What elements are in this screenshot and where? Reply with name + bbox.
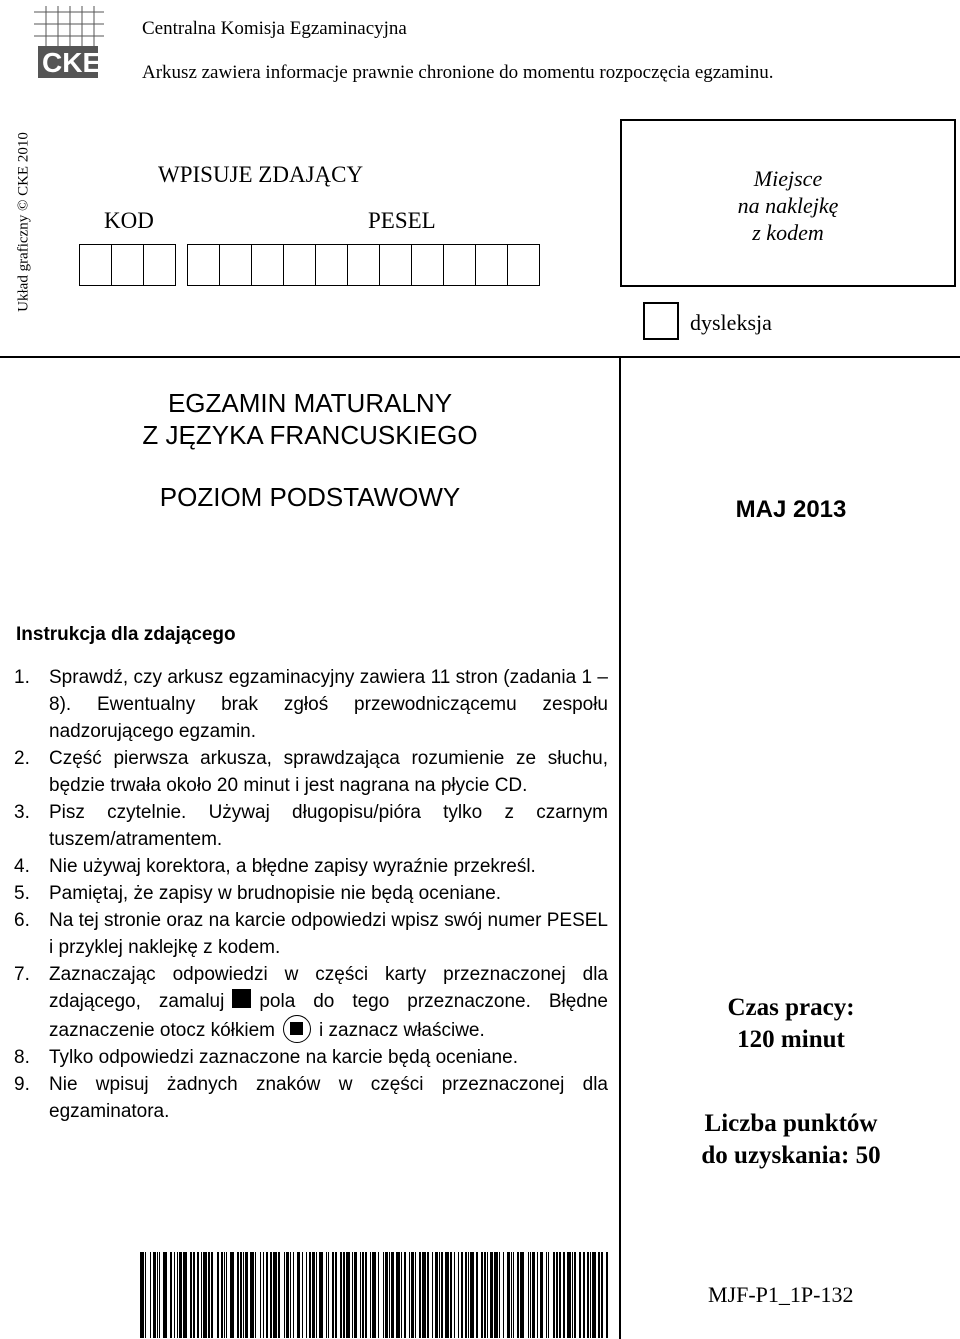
barcode-bar <box>302 1252 303 1338</box>
pesel-digit-box[interactable] <box>411 244 444 286</box>
barcode-bar <box>365 1252 368 1338</box>
item-text-part-a: Zaznaczając odpowiedzi w części karty przeznaczonej dla zdającego, zamaluj <box>49 964 608 1012</box>
barcode-bar <box>354 1252 357 1338</box>
barcode-bar <box>378 1252 379 1338</box>
barcode-bar <box>520 1252 524 1338</box>
barcode-bar <box>476 1252 477 1338</box>
barcode-bar <box>583 1252 586 1338</box>
barcode-bar <box>439 1252 440 1338</box>
item-text: Sprawdź, czy arkusz egzaminacyjny zawiera 11 stron (zadania 1 – 8). Ewentualny brak zgłoś przewodniczącemu zespołu nadzorującego egzamin. <box>49 667 608 742</box>
exam-title-line2: Z JĘZYKA FRANCUSKIEGO <box>142 420 478 450</box>
barcode-bar <box>587 1252 588 1338</box>
barcode-bar <box>391 1252 394 1338</box>
pesel-digit-box[interactable] <box>187 244 220 286</box>
instructions-list <box>14 664 608 1125</box>
legal-notice: Arkusz zawiera informacje prawnie chronione do momentu rozpoczęcia egzaminu. <box>142 62 774 83</box>
barcode-bar <box>245 1252 248 1338</box>
item-text-part-b: pola do tego przeznaczone. Błędne zaznaczenie otocz kółkiem <box>49 991 608 1041</box>
pesel-digit-box[interactable] <box>315 244 348 286</box>
barcode-bar <box>559 1252 562 1338</box>
item-number: 8. <box>14 1047 30 1068</box>
dyslexia-checkbox[interactable] <box>643 302 679 340</box>
points-value: do uzyskania: 50 <box>701 1142 881 1169</box>
pesel-label: PESEL <box>368 208 436 233</box>
barcode-bar <box>372 1252 376 1338</box>
barcode-bar <box>601 1252 604 1338</box>
barcode-bar <box>553 1252 556 1338</box>
list-item <box>14 664 608 745</box>
list-item <box>14 745 608 799</box>
barcode-bar <box>513 1252 514 1338</box>
barcode-bar <box>270 1252 271 1338</box>
barcode-bar <box>211 1252 214 1338</box>
barcode-bar <box>140 1252 144 1338</box>
list-item <box>14 880 608 907</box>
barcode-bar <box>174 1252 175 1338</box>
barcode-bar <box>306 1252 307 1338</box>
sticker-line3: z kodem <box>752 220 824 245</box>
item-text <box>49 961 608 1044</box>
barcode-bar <box>273 1252 277 1338</box>
logo-text: CKE <box>42 47 102 78</box>
sheet-code: MJF-P1_1P-132 <box>708 1282 854 1307</box>
time-value: 120 minut <box>737 1026 845 1053</box>
pesel-digit-box[interactable] <box>347 244 380 286</box>
item-number: 4. <box>14 856 30 877</box>
barcode-bar <box>217 1252 220 1338</box>
barcode-bar <box>419 1252 422 1338</box>
barcode-bar <box>499 1252 500 1338</box>
candidate-heading: WPISUJE ZDAJĄCY <box>158 162 364 187</box>
item-number: 7. <box>14 964 30 985</box>
barcode-bar <box>511 1252 512 1338</box>
item-number: 1. <box>14 667 30 688</box>
barcode-bar <box>286 1252 289 1338</box>
filled-square-icon <box>232 989 251 1008</box>
circled-square-icon <box>283 1015 311 1043</box>
barcode-bar <box>203 1252 207 1338</box>
barcode-bar <box>177 1252 178 1338</box>
barcode-bar <box>409 1252 410 1338</box>
copyright-vertical <box>10 122 38 322</box>
barcode-bar <box>297 1252 301 1338</box>
sticker-line1: Miejsce <box>753 166 823 191</box>
barcode-bar <box>230 1252 234 1338</box>
barcode-bar <box>454 1252 455 1338</box>
time-info <box>622 992 960 1056</box>
barcode-bar <box>401 1252 402 1338</box>
item-text: Nie wpisuj żadnych znaków w części przeznaczonej dla egzaminatora. <box>49 1074 608 1122</box>
points-info <box>622 1108 960 1172</box>
barcode-bar <box>468 1252 469 1338</box>
barcode-bar <box>503 1252 504 1338</box>
horizontal-divider <box>0 356 960 358</box>
item-number: 3. <box>14 802 30 823</box>
barcode-bar <box>340 1252 343 1338</box>
barcode-bar <box>293 1252 294 1338</box>
barcode-bar <box>263 1252 264 1338</box>
barcode-bar <box>540 1252 544 1338</box>
pesel-digit-box[interactable] <box>379 244 412 286</box>
barcode-bar <box>183 1252 187 1338</box>
barcode-bar <box>484 1252 485 1338</box>
barcode-bar <box>328 1252 329 1338</box>
pesel-digit-box[interactable] <box>251 244 284 286</box>
instructions-title: Instrukcja dla zdającego <box>16 624 236 645</box>
barcode-bar <box>370 1252 371 1338</box>
exam-session: MAJ 2013 <box>735 496 847 523</box>
dyslexia-label: dysleksja <box>690 310 772 335</box>
barcode-bar <box>237 1252 240 1338</box>
barcode-bar <box>592 1252 596 1338</box>
item-number: 6. <box>14 910 30 931</box>
barcode-bar <box>266 1252 269 1338</box>
barcode-bar <box>415 1252 416 1338</box>
barcode-bar <box>411 1252 414 1338</box>
kod-digit-box[interactable] <box>111 244 144 286</box>
barcode-bar <box>572 1252 573 1338</box>
item-text: Nie używaj korektora, a błędne zapisy wyraźnie przekreśl. <box>49 856 536 877</box>
barcode-bar <box>255 1252 256 1338</box>
barcode-bar <box>197 1252 198 1338</box>
barcode-bar <box>450 1252 453 1338</box>
barcode-bar <box>465 1252 466 1338</box>
list-item <box>14 1071 608 1125</box>
copyright-text: Układ graficzny © CKE 2010 <box>15 132 32 312</box>
cke-logo <box>28 4 116 82</box>
barcode-bar <box>507 1252 510 1338</box>
list-item <box>14 961 608 1044</box>
barcode-bar <box>532 1252 535 1338</box>
barcode-bar <box>332 1252 333 1338</box>
barcode-bar <box>193 1252 196 1338</box>
barcode-bar <box>556 1252 557 1338</box>
barcode-bar <box>445 1252 449 1338</box>
barcode-bar <box>190 1252 191 1338</box>
item-text-part-c: i zaznacz właściwe. <box>319 1020 485 1041</box>
item-text: Pisz czytelnie. Używaj długopisu/pióra tylko z czarnym tuszem/atramentem. <box>49 802 608 850</box>
barcode-bar <box>422 1252 426 1338</box>
barcode-bar <box>360 1252 361 1338</box>
barcode-bar <box>335 1252 338 1338</box>
sticker-area <box>620 119 956 287</box>
barcode-bar <box>343 1252 344 1338</box>
pesel-digit-box[interactable] <box>475 244 508 286</box>
item-text: Tylko odpowiedzi zaznaczone na karcie będą oceniane. <box>49 1047 518 1068</box>
barcode-bar <box>362 1252 363 1338</box>
barcode-bar <box>224 1252 225 1338</box>
barcode-bar <box>243 1252 244 1338</box>
points-label: Liczba punktów <box>704 1110 878 1137</box>
barcode-bar <box>563 1252 564 1338</box>
barcode-bar <box>389 1252 390 1338</box>
barcode-bar <box>481 1252 484 1338</box>
barcode-bar <box>260 1252 261 1338</box>
sticker-line2: na naklejkę <box>737 193 839 218</box>
barcode-bar <box>221 1252 222 1338</box>
barcode-bar <box>528 1252 529 1338</box>
pesel-boxes[interactable] <box>188 244 540 286</box>
list-item <box>14 1044 608 1071</box>
barcode-bar <box>441 1252 442 1338</box>
barcode-bar <box>159 1252 160 1338</box>
barcode-bar <box>201 1252 202 1338</box>
barcode-bar <box>396 1252 400 1338</box>
barcode-bar <box>319 1252 323 1338</box>
item-number: 2. <box>14 748 30 769</box>
barcode-bar <box>346 1252 350 1338</box>
barcode-bar <box>567 1252 571 1338</box>
pesel-digit-box[interactable] <box>219 244 252 286</box>
barcode-bar <box>383 1252 384 1338</box>
barcode-bar <box>250 1252 254 1338</box>
barcode-bar <box>606 1252 607 1338</box>
kod-label: KOD <box>104 208 154 233</box>
barcode-bar <box>326 1252 327 1338</box>
list-item <box>14 907 608 961</box>
barcode-bar <box>208 1252 209 1338</box>
barcode-bar <box>435 1252 438 1338</box>
item-number: 5. <box>14 883 30 904</box>
time-label: Czas pracy: <box>727 994 855 1021</box>
institution-name: Centralna Komisja Egzaminacyjna <box>142 18 407 39</box>
barcode-bar <box>316 1252 317 1338</box>
barcode-bar <box>427 1252 428 1338</box>
kod-boxes[interactable] <box>80 244 176 286</box>
barcode-bar <box>290 1252 291 1338</box>
item-number: 9. <box>14 1074 30 1095</box>
barcode-bar <box>352 1252 353 1338</box>
barcode-bar <box>546 1252 547 1338</box>
barcode-bar <box>145 1252 146 1338</box>
barcode-bar <box>470 1252 474 1338</box>
barcode-bar <box>458 1252 459 1338</box>
barcode-bar <box>170 1252 173 1338</box>
barcode-bar <box>404 1252 405 1338</box>
barcode-bar <box>309 1252 312 1338</box>
barcode-bar <box>548 1252 549 1338</box>
barcode-bar <box>163 1252 167 1338</box>
kod-digit-box[interactable] <box>143 244 176 286</box>
barcode-bar <box>517 1252 520 1338</box>
barcode-bar <box>432 1252 433 1338</box>
barcode-bar <box>590 1252 591 1338</box>
exam-level: POZIOM PODSTAWOWY <box>159 482 461 512</box>
barcode-bar <box>312 1252 315 1338</box>
barcode <box>140 1252 612 1338</box>
barcode-bar <box>574 1252 575 1338</box>
barcode-bar <box>157 1252 158 1338</box>
list-item <box>14 853 608 880</box>
exam-title-line1: EGZAMIN MATURALNY <box>167 388 453 418</box>
item-text: Pamiętaj, że zapisy w brudnopisie nie będą oceniane. <box>49 883 502 904</box>
barcode-bar <box>284 1252 285 1338</box>
barcode-bar <box>153 1252 156 1338</box>
barcode-bar <box>150 1252 151 1338</box>
barcode-bar <box>487 1252 488 1338</box>
barcode-bar <box>240 1252 241 1338</box>
list-item <box>14 799 608 853</box>
kod-digit-box[interactable] <box>79 244 112 286</box>
barcode-bar <box>537 1252 538 1338</box>
barcode-bar <box>385 1252 388 1338</box>
barcode-bar <box>598 1252 599 1338</box>
item-text: Część pierwsza arkusza, sprawdzająca rozumienie ze słuchu, będzie trwała około 20 minut i jest nagrana na płycie CD. <box>49 748 608 796</box>
barcode-bar <box>490 1252 493 1338</box>
barcode-bar <box>179 1252 182 1338</box>
barcode-bar <box>226 1252 227 1338</box>
barcode-bar <box>278 1252 281 1338</box>
barcode-bar <box>530 1252 531 1338</box>
pesel-digit-box[interactable] <box>507 244 540 286</box>
item-text: Na tej stronie oraz na karcie odpowiedzi wpisz swój numer PESEL i przyklej naklejkę z kodem. <box>49 910 608 958</box>
barcode-bar <box>461 1252 464 1338</box>
barcode-bar <box>579 1252 582 1338</box>
pesel-digit-box[interactable] <box>283 244 316 286</box>
pesel-digit-box[interactable] <box>443 244 476 286</box>
barcode-bar <box>494 1252 498 1338</box>
